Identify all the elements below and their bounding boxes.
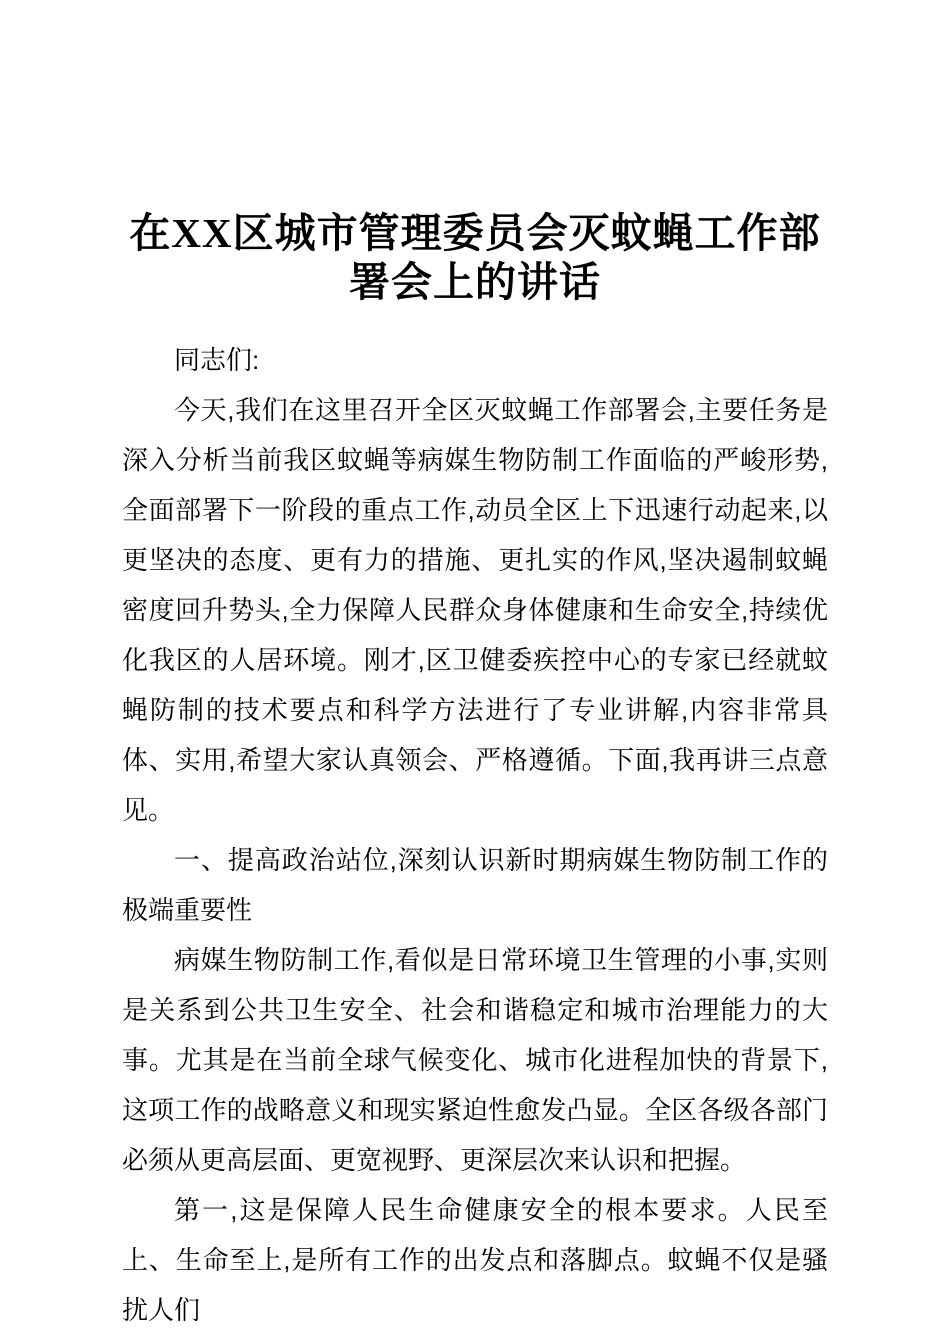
document-body: [122, 335, 828, 1335]
document-title-line-2: 署会上的讲话: [349, 259, 601, 306]
paragraph-point-1: 第一,这是保障人民生命健康安全的根本要求。人民至上、生命至上,是所有工作的出发点和落脚点。蚊蝇不仅是骚扰人们: [122, 1194, 828, 1325]
paragraph-section-heading-1: 一、提高政治站位,深刻认识新时期病媒生物防制工作的极端重要性: [122, 844, 828, 925]
document-title: [0, 27, 950, 307]
paragraph-salutation: 同志们:: [174, 344, 260, 375]
document-title-line-1: 在XX区城市管理委员会灭蚊蝇工作部: [129, 210, 821, 257]
paragraph-section-1-body: 病媒生物防制工作,看似是日常环境卫生管理的小事,实则是关系到公共卫生安全、社会和谐稳定和城市治理能力的大事。尤其是在当前全球气候变化、城市化进程加快的背景下,这项工作的战略意义和现实紧迫性愈发凸显。全区各级各部门必须从更高层面、更宽视野、更深层次来认识和把握。: [122, 944, 828, 1175]
paragraph-opening: 今天,我们在这里召开全区灭蚊蝇工作部署会,主要任务是深入分析当前我区蚊蝇等病媒生物防制工作面临的严峻形势,全面部署下一阶段的重点工作,动员全区上下迅速行动起来,以更坚决的态度、更有力的措施、更扎实的作风,坚决遏制蚊蝇密度回升势头,全力保障人民群众身体健康和生命安全,持续优化我区的人居环境。刚才,区卫健委疾控中心的专家已经就蚊蝇防制的技术要点和科学方法进行了专业讲解,内容非常具体、实用,希望大家认真领会、严格遵循。下面,我再讲三点意见。: [122, 394, 828, 825]
